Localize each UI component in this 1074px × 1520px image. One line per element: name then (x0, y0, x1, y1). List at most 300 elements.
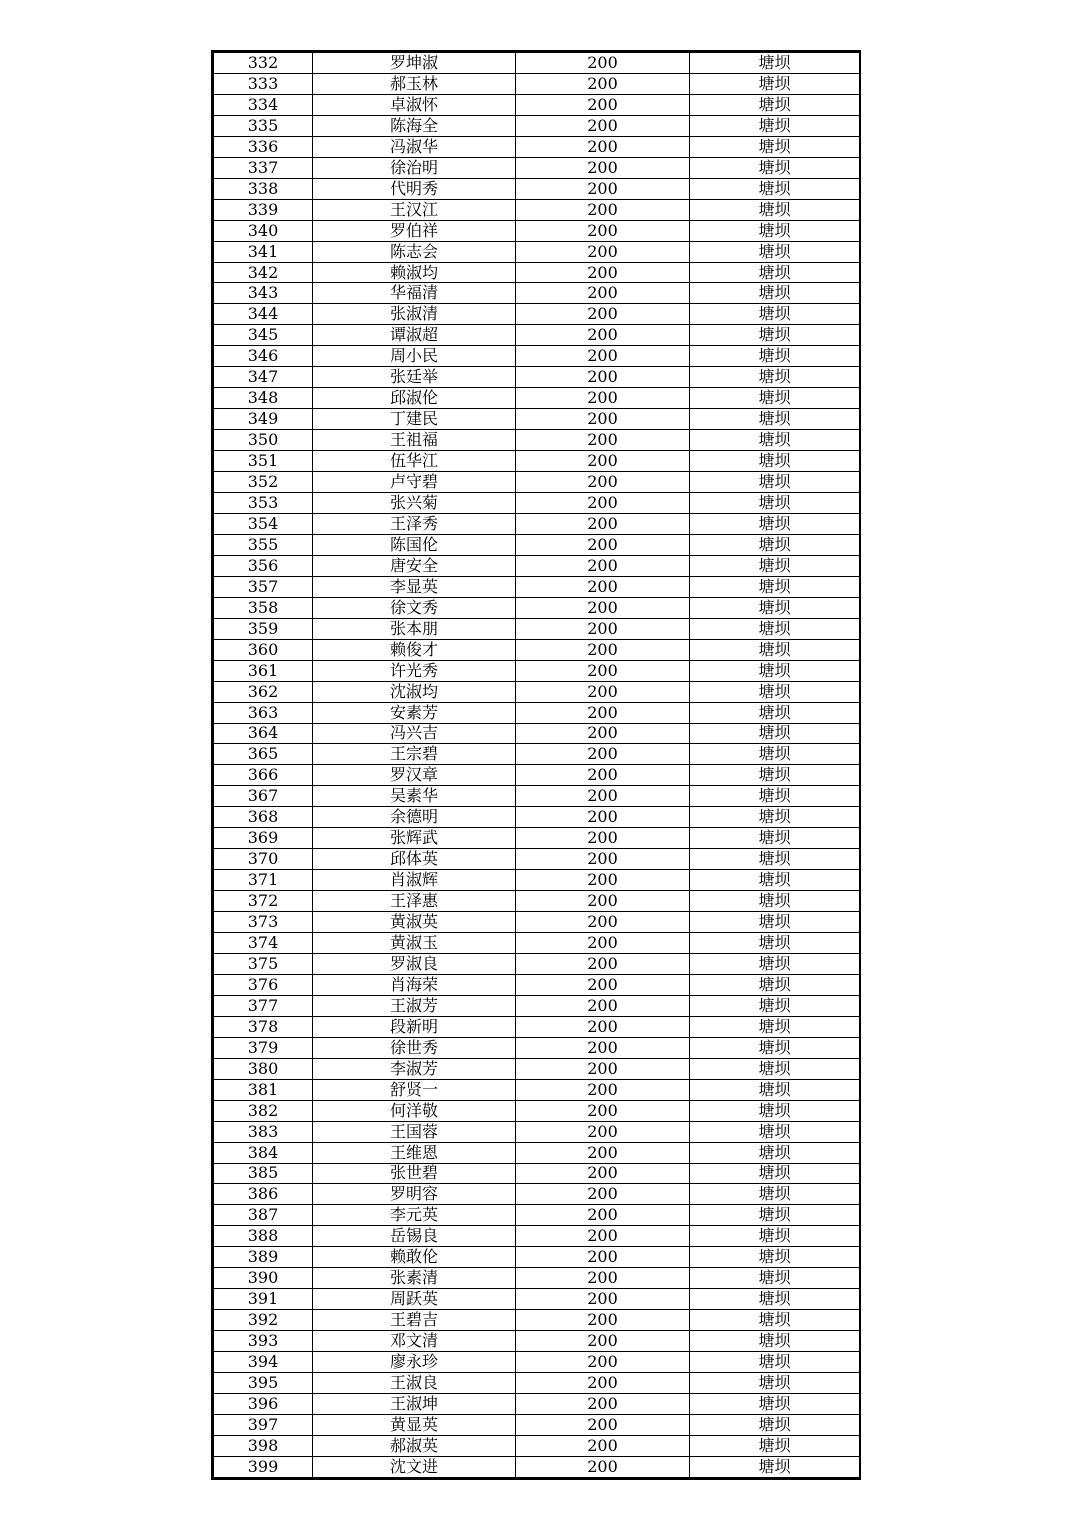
location-cell: 塘坝 (690, 346, 860, 367)
name-cell: 李显英 (313, 576, 516, 597)
table-row (214, 870, 860, 891)
name-cell: 王维恩 (313, 1142, 516, 1163)
row-number-cell: 359 (214, 618, 313, 639)
location-cell: 塘坝 (690, 786, 860, 807)
location-cell: 塘坝 (690, 1100, 860, 1121)
row-number-cell: 338 (214, 178, 313, 199)
location-cell: 塘坝 (690, 1142, 860, 1163)
location-cell: 塘坝 (690, 409, 860, 430)
amount-cell: 200 (516, 115, 690, 136)
name-cell: 赖俊才 (313, 639, 516, 660)
table-row (214, 618, 860, 639)
name-cell: 王淑芳 (313, 995, 516, 1016)
amount-cell: 200 (516, 513, 690, 534)
row-number-cell: 398 (214, 1435, 313, 1456)
location-cell: 塘坝 (690, 94, 860, 115)
name-cell: 安素芳 (313, 702, 516, 723)
location-cell: 塘坝 (690, 828, 860, 849)
amount-cell: 200 (516, 367, 690, 388)
amount-cell: 200 (516, 639, 690, 660)
amount-cell: 200 (516, 157, 690, 178)
name-cell: 赖敢伦 (313, 1247, 516, 1268)
amount-cell: 200 (516, 534, 690, 555)
table-row (214, 1100, 860, 1121)
location-cell: 塘坝 (690, 199, 860, 220)
location-cell: 塘坝 (690, 765, 860, 786)
amount-cell: 200 (516, 409, 690, 430)
table-row (214, 262, 860, 283)
location-cell: 塘坝 (690, 241, 860, 262)
amount-cell: 200 (516, 1289, 690, 1310)
row-number-cell: 351 (214, 451, 313, 472)
row-number-cell: 366 (214, 765, 313, 786)
name-cell: 岳锡良 (313, 1226, 516, 1247)
location-cell: 塘坝 (690, 1394, 860, 1415)
amount-cell: 200 (516, 1310, 690, 1331)
row-number-cell: 339 (214, 199, 313, 220)
amount-cell: 200 (516, 346, 690, 367)
amount-cell: 200 (516, 953, 690, 974)
table-row (214, 1079, 860, 1100)
row-number-cell: 379 (214, 1037, 313, 1058)
table-row (214, 304, 860, 325)
row-number-cell: 354 (214, 513, 313, 534)
table-row (214, 744, 860, 765)
row-number-cell: 375 (214, 953, 313, 974)
name-cell: 王淑良 (313, 1373, 516, 1394)
amount-cell: 200 (516, 430, 690, 451)
location-cell: 塘坝 (690, 472, 860, 493)
table-row (214, 1058, 860, 1079)
table-row (214, 325, 860, 346)
data-table (213, 52, 860, 1478)
amount-cell: 200 (516, 1435, 690, 1456)
table-row (214, 430, 860, 451)
table-row (214, 1247, 860, 1268)
row-number-cell: 353 (214, 493, 313, 514)
amount-cell: 200 (516, 199, 690, 220)
location-cell: 塘坝 (690, 1310, 860, 1331)
location-cell: 塘坝 (690, 283, 860, 304)
name-cell: 王泽秀 (313, 513, 516, 534)
location-cell: 塘坝 (690, 1331, 860, 1352)
location-cell: 塘坝 (690, 1226, 860, 1247)
amount-cell: 200 (516, 786, 690, 807)
name-cell: 张廷举 (313, 367, 516, 388)
row-number-cell: 336 (214, 136, 313, 157)
row-number-cell: 393 (214, 1331, 313, 1352)
name-cell: 赖淑均 (313, 262, 516, 283)
amount-cell: 200 (516, 241, 690, 262)
row-number-cell: 352 (214, 472, 313, 493)
amount-cell: 200 (516, 325, 690, 346)
name-cell: 代明秀 (313, 178, 516, 199)
amount-cell: 200 (516, 597, 690, 618)
table-row (214, 1205, 860, 1226)
name-cell: 罗汉章 (313, 765, 516, 786)
table-row (214, 472, 860, 493)
row-number-cell: 399 (214, 1456, 313, 1477)
row-number-cell: 376 (214, 974, 313, 995)
name-cell: 张淑清 (313, 304, 516, 325)
row-number-cell: 355 (214, 534, 313, 555)
table-row (214, 1435, 860, 1456)
table-row (214, 639, 860, 660)
location-cell: 塘坝 (690, 870, 860, 891)
amount-cell: 200 (516, 807, 690, 828)
name-cell: 王祖福 (313, 430, 516, 451)
row-number-cell: 386 (214, 1184, 313, 1205)
location-cell: 塘坝 (690, 178, 860, 199)
location-cell: 塘坝 (690, 555, 860, 576)
location-cell: 塘坝 (690, 1016, 860, 1037)
name-cell: 罗伯祥 (313, 220, 516, 241)
row-number-cell: 365 (214, 744, 313, 765)
location-cell: 塘坝 (690, 1268, 860, 1289)
location-cell: 塘坝 (690, 1184, 860, 1205)
name-cell: 肖淑辉 (313, 870, 516, 891)
name-cell: 张素清 (313, 1268, 516, 1289)
location-cell: 塘坝 (690, 1058, 860, 1079)
location-cell: 塘坝 (690, 157, 860, 178)
table-row (214, 974, 860, 995)
name-cell: 吴素华 (313, 786, 516, 807)
table-row (214, 1163, 860, 1184)
table-row (214, 199, 860, 220)
name-cell: 王国蓉 (313, 1121, 516, 1142)
table-row (214, 828, 860, 849)
location-cell: 塘坝 (690, 220, 860, 241)
row-number-cell: 397 (214, 1414, 313, 1435)
row-number-cell: 390 (214, 1268, 313, 1289)
row-number-cell: 334 (214, 94, 313, 115)
row-number-cell: 350 (214, 430, 313, 451)
location-cell: 塘坝 (690, 73, 860, 94)
name-cell: 李元英 (313, 1205, 516, 1226)
row-number-cell: 385 (214, 1163, 313, 1184)
table-row (214, 660, 860, 681)
row-number-cell: 335 (214, 115, 313, 136)
table-row (214, 1394, 860, 1415)
name-cell: 肖海荣 (313, 974, 516, 995)
row-number-cell: 396 (214, 1394, 313, 1415)
amount-cell: 200 (516, 1226, 690, 1247)
amount-cell: 200 (516, 53, 690, 74)
amount-cell: 200 (516, 451, 690, 472)
row-number-cell: 392 (214, 1310, 313, 1331)
name-cell: 舒贤一 (313, 1079, 516, 1100)
table-row (214, 53, 860, 74)
name-cell: 罗坤淑 (313, 53, 516, 74)
name-cell: 徐治明 (313, 157, 516, 178)
amount-cell: 200 (516, 388, 690, 409)
row-number-cell: 347 (214, 367, 313, 388)
table-row (214, 1121, 860, 1142)
name-cell: 陈海全 (313, 115, 516, 136)
table-row (214, 513, 860, 534)
row-number-cell: 383 (214, 1121, 313, 1142)
row-number-cell: 344 (214, 304, 313, 325)
row-number-cell: 363 (214, 702, 313, 723)
row-number-cell: 343 (214, 283, 313, 304)
amount-cell: 200 (516, 1037, 690, 1058)
location-cell: 塘坝 (690, 1247, 860, 1268)
location-cell: 塘坝 (690, 576, 860, 597)
amount-cell: 200 (516, 1121, 690, 1142)
row-number-cell: 349 (214, 409, 313, 430)
table-row (214, 1352, 860, 1373)
row-number-cell: 333 (214, 73, 313, 94)
location-cell: 塘坝 (690, 1205, 860, 1226)
amount-cell: 200 (516, 723, 690, 744)
name-cell: 王碧吉 (313, 1310, 516, 1331)
location-cell: 塘坝 (690, 995, 860, 1016)
location-cell: 塘坝 (690, 1037, 860, 1058)
spreadsheet-page (211, 50, 861, 1480)
name-cell: 华福清 (313, 283, 516, 304)
location-cell: 塘坝 (690, 1163, 860, 1184)
row-number-cell: 345 (214, 325, 313, 346)
name-cell: 沈淑均 (313, 681, 516, 702)
row-number-cell: 340 (214, 220, 313, 241)
name-cell: 邱淑伦 (313, 388, 516, 409)
name-cell: 张世碧 (313, 1163, 516, 1184)
location-cell: 塘坝 (690, 953, 860, 974)
table-row (214, 178, 860, 199)
name-cell: 冯兴吉 (313, 723, 516, 744)
row-number-cell: 337 (214, 157, 313, 178)
table-row (214, 681, 860, 702)
name-cell: 伍华江 (313, 451, 516, 472)
name-cell: 许光秀 (313, 660, 516, 681)
amount-cell: 200 (516, 1394, 690, 1415)
location-cell: 塘坝 (690, 1373, 860, 1394)
name-cell: 邓文清 (313, 1331, 516, 1352)
name-cell: 徐文秀 (313, 597, 516, 618)
row-number-cell: 346 (214, 346, 313, 367)
row-number-cell: 377 (214, 995, 313, 1016)
row-number-cell: 358 (214, 597, 313, 618)
row-number-cell: 364 (214, 723, 313, 744)
table-row (214, 1184, 860, 1205)
amount-cell: 200 (516, 681, 690, 702)
row-number-cell: 374 (214, 933, 313, 954)
name-cell: 廖永珍 (313, 1352, 516, 1373)
table-row (214, 1016, 860, 1037)
row-number-cell: 389 (214, 1247, 313, 1268)
name-cell: 张兴菊 (313, 493, 516, 514)
name-cell: 邱体英 (313, 849, 516, 870)
location-cell: 塘坝 (690, 115, 860, 136)
table-row (214, 576, 860, 597)
row-number-cell: 382 (214, 1100, 313, 1121)
location-cell: 塘坝 (690, 639, 860, 660)
amount-cell: 200 (516, 660, 690, 681)
table-row (214, 597, 860, 618)
table-row (214, 555, 860, 576)
location-cell: 塘坝 (690, 367, 860, 388)
amount-cell: 200 (516, 493, 690, 514)
table-row (214, 765, 860, 786)
location-cell: 塘坝 (690, 891, 860, 912)
name-cell: 罗淑良 (313, 953, 516, 974)
name-cell: 郝淑英 (313, 1435, 516, 1456)
location-cell: 塘坝 (690, 136, 860, 157)
name-cell: 陈志会 (313, 241, 516, 262)
row-number-cell: 370 (214, 849, 313, 870)
table-row (214, 1226, 860, 1247)
row-number-cell: 367 (214, 786, 313, 807)
name-cell: 沈文进 (313, 1456, 516, 1477)
location-cell: 塘坝 (690, 933, 860, 954)
row-number-cell: 395 (214, 1373, 313, 1394)
location-cell: 塘坝 (690, 807, 860, 828)
amount-cell: 200 (516, 912, 690, 933)
location-cell: 塘坝 (690, 597, 860, 618)
table-row (214, 115, 860, 136)
name-cell: 何洋敬 (313, 1100, 516, 1121)
amount-cell: 200 (516, 849, 690, 870)
location-cell: 塘坝 (690, 451, 860, 472)
table-row (214, 220, 860, 241)
table-row (214, 346, 860, 367)
name-cell: 谭淑超 (313, 325, 516, 346)
row-number-cell: 387 (214, 1205, 313, 1226)
amount-cell: 200 (516, 555, 690, 576)
name-cell: 黄淑英 (313, 912, 516, 933)
amount-cell: 200 (516, 220, 690, 241)
amount-cell: 200 (516, 1456, 690, 1477)
name-cell: 黄显英 (313, 1414, 516, 1435)
location-cell: 塘坝 (690, 1435, 860, 1456)
location-cell: 塘坝 (690, 493, 860, 514)
amount-cell: 200 (516, 744, 690, 765)
name-cell: 段新明 (313, 1016, 516, 1037)
table-row (214, 136, 860, 157)
table-body (214, 53, 860, 1478)
row-number-cell: 348 (214, 388, 313, 409)
table-row (214, 786, 860, 807)
amount-cell: 200 (516, 1414, 690, 1435)
row-number-cell: 368 (214, 807, 313, 828)
name-cell: 王泽惠 (313, 891, 516, 912)
amount-cell: 200 (516, 262, 690, 283)
table-row (214, 1289, 860, 1310)
row-number-cell: 357 (214, 576, 313, 597)
name-cell: 唐安全 (313, 555, 516, 576)
table-row (214, 995, 860, 1016)
table-row (214, 451, 860, 472)
amount-cell: 200 (516, 1100, 690, 1121)
name-cell: 丁建民 (313, 409, 516, 430)
amount-cell: 200 (516, 1331, 690, 1352)
row-number-cell: 371 (214, 870, 313, 891)
table-row (214, 1331, 860, 1352)
location-cell: 塘坝 (690, 1289, 860, 1310)
amount-cell: 200 (516, 283, 690, 304)
row-number-cell: 361 (214, 660, 313, 681)
location-cell: 塘坝 (690, 513, 860, 534)
name-cell: 陈国伦 (313, 534, 516, 555)
location-cell: 塘坝 (690, 325, 860, 346)
name-cell: 冯淑华 (313, 136, 516, 157)
amount-cell: 200 (516, 94, 690, 115)
table-row (214, 1037, 860, 1058)
location-cell: 塘坝 (690, 681, 860, 702)
table-row (214, 702, 860, 723)
table-row (214, 723, 860, 744)
amount-cell: 200 (516, 1352, 690, 1373)
amount-cell: 200 (516, 136, 690, 157)
row-number-cell: 372 (214, 891, 313, 912)
table-row (214, 157, 860, 178)
location-cell: 塘坝 (690, 534, 860, 555)
amount-cell: 200 (516, 1205, 690, 1226)
location-cell: 塘坝 (690, 1456, 860, 1477)
table-row (214, 1373, 860, 1394)
name-cell: 周跃英 (313, 1289, 516, 1310)
row-number-cell: 394 (214, 1352, 313, 1373)
row-number-cell: 341 (214, 241, 313, 262)
row-number-cell: 356 (214, 555, 313, 576)
table-row (214, 388, 860, 409)
name-cell: 徐世秀 (313, 1037, 516, 1058)
table-row (214, 1456, 860, 1477)
row-number-cell: 360 (214, 639, 313, 660)
amount-cell: 200 (516, 891, 690, 912)
row-number-cell: 332 (214, 53, 313, 74)
location-cell: 塘坝 (690, 1121, 860, 1142)
amount-cell: 200 (516, 472, 690, 493)
table-row (214, 73, 860, 94)
table-row (214, 493, 860, 514)
amount-cell: 200 (516, 995, 690, 1016)
name-cell: 王汉江 (313, 199, 516, 220)
amount-cell: 200 (516, 765, 690, 786)
amount-cell: 200 (516, 1079, 690, 1100)
name-cell: 卓淑怀 (313, 94, 516, 115)
table-row (214, 849, 860, 870)
row-number-cell: 384 (214, 1142, 313, 1163)
table-row (214, 1142, 860, 1163)
table-row (214, 912, 860, 933)
table-row (214, 891, 860, 912)
table-row (214, 1268, 860, 1289)
amount-cell: 200 (516, 1247, 690, 1268)
row-number-cell: 378 (214, 1016, 313, 1037)
amount-cell: 200 (516, 1373, 690, 1394)
amount-cell: 200 (516, 178, 690, 199)
table-row (214, 94, 860, 115)
amount-cell: 200 (516, 1163, 690, 1184)
table-row (214, 534, 860, 555)
row-number-cell: 381 (214, 1079, 313, 1100)
location-cell: 塘坝 (690, 1079, 860, 1100)
amount-cell: 200 (516, 304, 690, 325)
name-cell: 周小民 (313, 346, 516, 367)
row-number-cell: 380 (214, 1058, 313, 1079)
table-row (214, 933, 860, 954)
table-row (214, 367, 860, 388)
amount-cell: 200 (516, 1016, 690, 1037)
location-cell: 塘坝 (690, 388, 860, 409)
row-number-cell: 388 (214, 1226, 313, 1247)
location-cell: 塘坝 (690, 723, 860, 744)
location-cell: 塘坝 (690, 304, 860, 325)
amount-cell: 200 (516, 1268, 690, 1289)
location-cell: 塘坝 (690, 618, 860, 639)
table-row (214, 1310, 860, 1331)
